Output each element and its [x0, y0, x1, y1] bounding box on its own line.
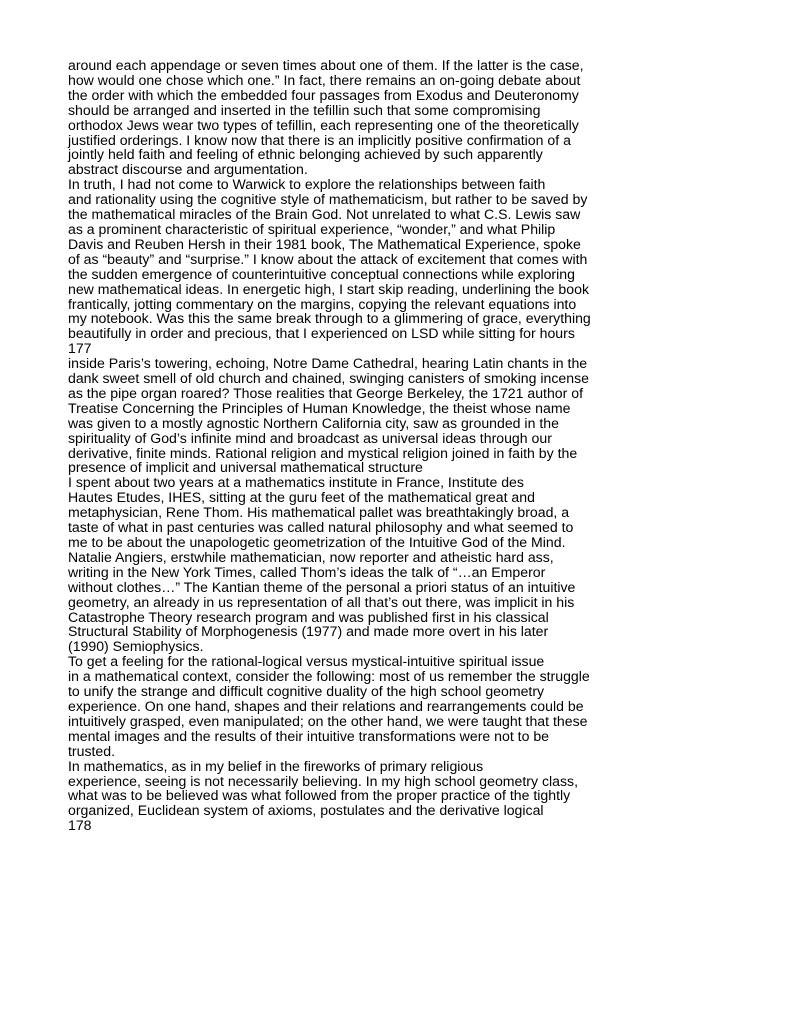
- text-line: writing in the New York Times, called Thom’s ideas the talk of “…an Emperor: [68, 563, 546, 580]
- text-line: without clothes…” The Kantian theme of the personal a priori status of an intuitive: [68, 578, 576, 595]
- text-line: the sudden emergence of counterintuitive conceptual connections while exploring: [68, 265, 575, 282]
- text-line: what was to be believed was what followed from the proper practice of the tightly: [68, 787, 571, 804]
- text-line: geometry, an already in us representation of all that’s out there, was implicit in his: [68, 593, 575, 610]
- text-line: the mathematical miracles of the Brain God. Not unrelated to what C.S. Lewis saw: [68, 206, 581, 223]
- text-line: intuitively grasped, even manipulated; on the other hand, we were taught that these: [68, 712, 588, 729]
- text-line: as a prominent characteristic of spiritual experience, “wonder,” and what Philip: [68, 220, 556, 237]
- text-line: Structural Stability of Morphogenesis (1977) and made more overt in his later: [68, 623, 549, 640]
- text-line: Davis and Reuben Hersh in their 1981 book, The Mathematical Experience, spoke: [68, 235, 581, 252]
- text-line: frantically, jotting commentary on the margins, copying the relevant equations into: [68, 295, 577, 312]
- text-line: orthodox Jews wear two types of tefillin, each representing one of the theoretically: [68, 116, 579, 133]
- text-line: experience. On one hand, shapes and their relations and rearrangements could be: [68, 697, 584, 714]
- text-line: organized, Euclidean system of axioms, postulates and the derivative logical: [68, 802, 544, 819]
- text-line: inside Paris’s towering, echoing, Notre Dame Cathedral, hearing Latin chants in the: [68, 355, 588, 372]
- text-line: experience, seeing is not necessarily believing. In my high school geometry class,: [68, 772, 578, 789]
- text-line: In truth, I had not come to Warwick to explore the relationships between faith: [68, 176, 546, 193]
- text-line: around each appendage or seven times about one of them. If the latter is the case,: [68, 57, 584, 73]
- text-line: Treatise Concerning the Principles of Human Knowledge, the theist whose name: [68, 399, 571, 416]
- text-line: of as “beauty” and “surprise.” I know about the attack of excitement that comes with: [68, 250, 588, 267]
- text-line: jointly held faith and feeling of ethnic belonging achieved by such apparently: [68, 146, 543, 163]
- text-line: and rationality using the cognitive style of mathematicism, but rather to be saved by: [68, 191, 588, 208]
- text-line: In mathematics, as in my belief in the fireworks of primary religious: [68, 757, 484, 774]
- text-line: Natalie Angiers, erstwhile mathematician, now reporter and atheistic hard ass,: [68, 548, 554, 565]
- text-line: To get a feeling for the rational-logical versus mystical-intuitive spiritual issue: [68, 653, 545, 670]
- text-line: to unify the strange and difficult cognitive duality of the high school geometry: [68, 683, 545, 700]
- text-line: abstract discourse and argumentation.: [68, 161, 308, 178]
- text-line: presence of implicit and universal mathematical structure: [68, 459, 423, 476]
- text-line: dank sweet smell of old church and chained, swinging canisters of smoking incense: [68, 370, 589, 387]
- text-line: Hautes Etudes, IHES, sitting at the guru feet of the mathematical great and: [68, 489, 535, 506]
- text-line: justified orderings. I know now that there is an implicitly positive confirmation of a: [68, 131, 571, 148]
- text-line: me to be about the unapologetic geometrization of the Intuitive God of the Mind.: [68, 534, 566, 550]
- text-line: the order with which the embedded four passages from Exodus and Deuteronomy: [68, 86, 579, 103]
- text-line: new mathematical ideas. In energetic high, I start skip reading, underlining the book: [68, 280, 589, 297]
- text-line: as the pipe organ roared? Those realities that George Berkeley, the 1721 author of: [68, 384, 584, 401]
- text-line: should be arranged and inserted in the tefillin such that some compromising: [68, 101, 541, 118]
- text-line: I spent about two years at a mathematics institute in France, Institute des: [68, 474, 524, 491]
- page-number: 178: [68, 817, 92, 834]
- page-number: 177: [68, 340, 92, 357]
- text-line: my notebook. Was this the same break through to a glimmering of grace, everything: [68, 310, 591, 327]
- text-line: was given to a mostly agnostic Northern California city, saw as grounded in the: [68, 414, 559, 431]
- text-line: (1990) Semiophysics.: [68, 638, 204, 655]
- text-line: metaphysician, Rene Thom. His mathematical pallet was breathtakingly broad, a: [68, 504, 570, 521]
- text-line: mental images and the results of their intuitive transformations were not to be: [68, 727, 549, 744]
- text-line: how would one chose which one.” In fact, there remains an on-going debate about: [68, 71, 581, 88]
- text-line: taste of what in past centuries was called natural philosophy and what seemed to: [68, 519, 574, 536]
- text-line: spirituality of God’s infinite mind and broadcast as universal ideas through our: [68, 429, 552, 446]
- text-line: trusted.: [68, 742, 116, 759]
- text-line: in a mathematical context, consider the following: most of us remember the struggle: [68, 668, 590, 685]
- text-line: Catastrophe Theory research program and was published first in his classical: [68, 608, 549, 625]
- text-line: derivative, finite minds. Rational religion and mystical religion joined in faith by the: [68, 444, 578, 461]
- document-page: [68, 58, 768, 833]
- text-line: beautifully in order and precious, that I experienced on LSD while sitting for hours: [68, 325, 575, 342]
